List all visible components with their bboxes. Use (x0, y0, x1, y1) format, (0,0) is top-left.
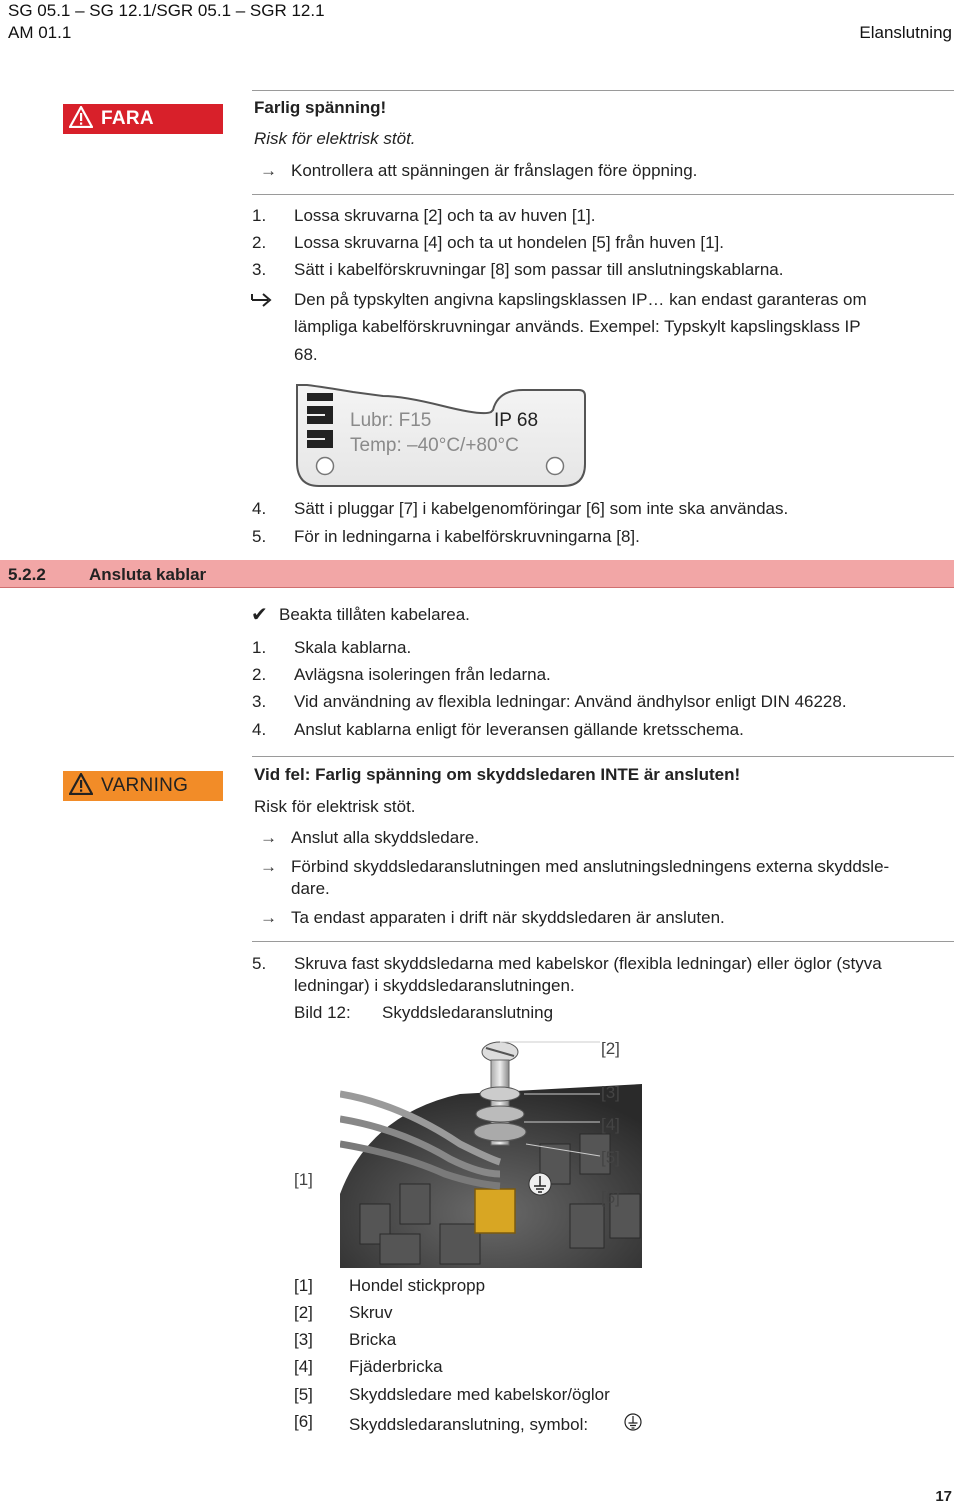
section-number: 5.2.2 (8, 565, 46, 584)
step-number: 5. (252, 527, 267, 546)
header-chapter: Elanslutning (859, 23, 952, 42)
step-text: Skruva fast skyddsledarna med kabelskor (flexibla ledningar) eller öglor (styva (294, 954, 882, 973)
legend-text: Skyddsledare med kabelskor/öglor (349, 1385, 610, 1404)
step-text: Lossa skruvarna [4] och ta ut hondelen [5] från huven [1]. (294, 233, 724, 252)
callout-label: [2] (601, 1039, 620, 1058)
step-text: Sätt i pluggar [7] i kabelgenomföringar [6] som inte ska användas. (294, 499, 789, 518)
legend-key: [1] (294, 1276, 313, 1295)
legend-key: [3] (294, 1330, 313, 1349)
auma-logo (305, 390, 335, 450)
step-number: 4. (252, 720, 267, 739)
callout-label: [6] (601, 1188, 620, 1207)
step-number: 1. (252, 638, 267, 657)
arrow-icon: → (260, 828, 277, 847)
step-text: Avlägsna isoleringen från ledarna. (294, 665, 551, 684)
warning-action: dare. (291, 879, 330, 898)
step-number: 2. (252, 233, 267, 252)
arrow-icon: → (260, 857, 277, 876)
ground-symbol-icon (624, 1413, 642, 1436)
section-title: Ansluta kablar (89, 565, 207, 584)
legend-text: Fjäderbricka (349, 1357, 443, 1376)
legend-key: [5] (294, 1385, 313, 1404)
warning-badge (63, 771, 223, 801)
step-number: 4. (252, 499, 267, 518)
header-model-line2: AM 01.1 (8, 23, 72, 42)
step-text: Lossa skruvarna [2] och ta av huven [1]. (294, 206, 596, 225)
step-number: 2. (252, 665, 267, 684)
note-line: lämpliga kabelförskruvningar används. Exempel: Typskylt kapslingsklass IP (294, 317, 861, 336)
danger-action: Kontrollera att spänningen är frånslagen före öppning. (291, 161, 698, 180)
step-text: ledningar) i skyddsledaranslutningen. (294, 976, 575, 995)
result-arrow-icon (250, 290, 274, 315)
typeplate-lubr: Lubr: F15 (350, 410, 432, 431)
legend-text: Skyddsledaranslutning, symbol: (349, 1415, 589, 1434)
legend-text: Bricka (349, 1330, 397, 1349)
checkmark-icon: ✔ (251, 604, 268, 626)
step-text: Sätt i kabelförskruvningar [8] som passar till anslutningskablarna. (294, 260, 784, 279)
legend-key: [4] (294, 1357, 313, 1376)
divider (252, 194, 954, 195)
warning-label: VARNING (101, 775, 189, 796)
note-line: 68. (294, 345, 318, 364)
divider (252, 756, 954, 757)
danger-label: FARA (101, 108, 154, 129)
note-line: Den på typskylten angivna kapslingsklassen IP… kan endast garanteras om (294, 290, 867, 309)
step-number: 1. (252, 206, 267, 225)
step-number: 5. (252, 954, 267, 973)
figure-caption-label: Bild 12: (294, 1003, 351, 1022)
typeplate-ip: IP 68 (494, 410, 539, 431)
danger-badge (63, 104, 223, 134)
callout-label: [3] (601, 1083, 620, 1102)
warning-title: Vid fel: Farlig spänning om skyddsledaren INTE är ansluten! (254, 765, 741, 784)
step-number: 3. (252, 260, 267, 279)
warning-triangle-icon (69, 773, 93, 800)
figure-caption-text: Skyddsledaranslutning (382, 1003, 554, 1022)
warning-risk: Risk för elektrisk stöt. (254, 797, 416, 816)
arrow-icon: → (260, 908, 277, 927)
danger-risk: Risk för elektrisk stöt. (254, 129, 416, 148)
legend-text: Hondel stickpropp (349, 1276, 486, 1295)
step-text: Anslut kablarna enligt för leveransen gällande kretsschema. (294, 720, 744, 739)
callout-label: [5] (601, 1148, 620, 1167)
divider (252, 941, 954, 942)
warning-action: Förbind skyddsledaranslutningen med anslutningsledningens externa skyddsle- (291, 857, 890, 876)
step-text: Skala kablarna. (294, 638, 412, 657)
header-model-line1: SG 05.1 – SG 12.1/SGR 05.1 – SGR 12.1 (8, 1, 325, 20)
precondition-text: Beakta tillåten kabelarea. (279, 605, 470, 624)
warning-action: Ta endast apparaten i drift när skyddsledaren är ansluten. (291, 908, 725, 927)
legend-key: [2] (294, 1303, 313, 1322)
warning-triangle-icon (69, 106, 93, 133)
legend-text: Skruv (349, 1303, 393, 1322)
step-text: Vid användning av flexibla ledningar: Använd ändhylsor enligt DIN 46228. (294, 692, 847, 711)
callout-label: [4] (601, 1115, 620, 1134)
typeplate-temp: Temp: –40°C/+80°C (350, 435, 519, 456)
arrow-icon: → (260, 161, 277, 180)
divider (252, 90, 954, 91)
callout-label: [1] (294, 1170, 313, 1189)
step-number: 3. (252, 692, 267, 711)
page-number: 17 (935, 1488, 952, 1505)
step-text: För in ledningarna i kabelförskruvningarna [8]. (294, 527, 640, 546)
warning-action: Anslut alla skyddsledare. (291, 828, 480, 847)
legend-key: [6] (294, 1412, 313, 1431)
ground-connection-photo (340, 1034, 642, 1268)
typeplate-illustration (293, 382, 587, 490)
danger-title: Farlig spänning! (254, 98, 387, 117)
